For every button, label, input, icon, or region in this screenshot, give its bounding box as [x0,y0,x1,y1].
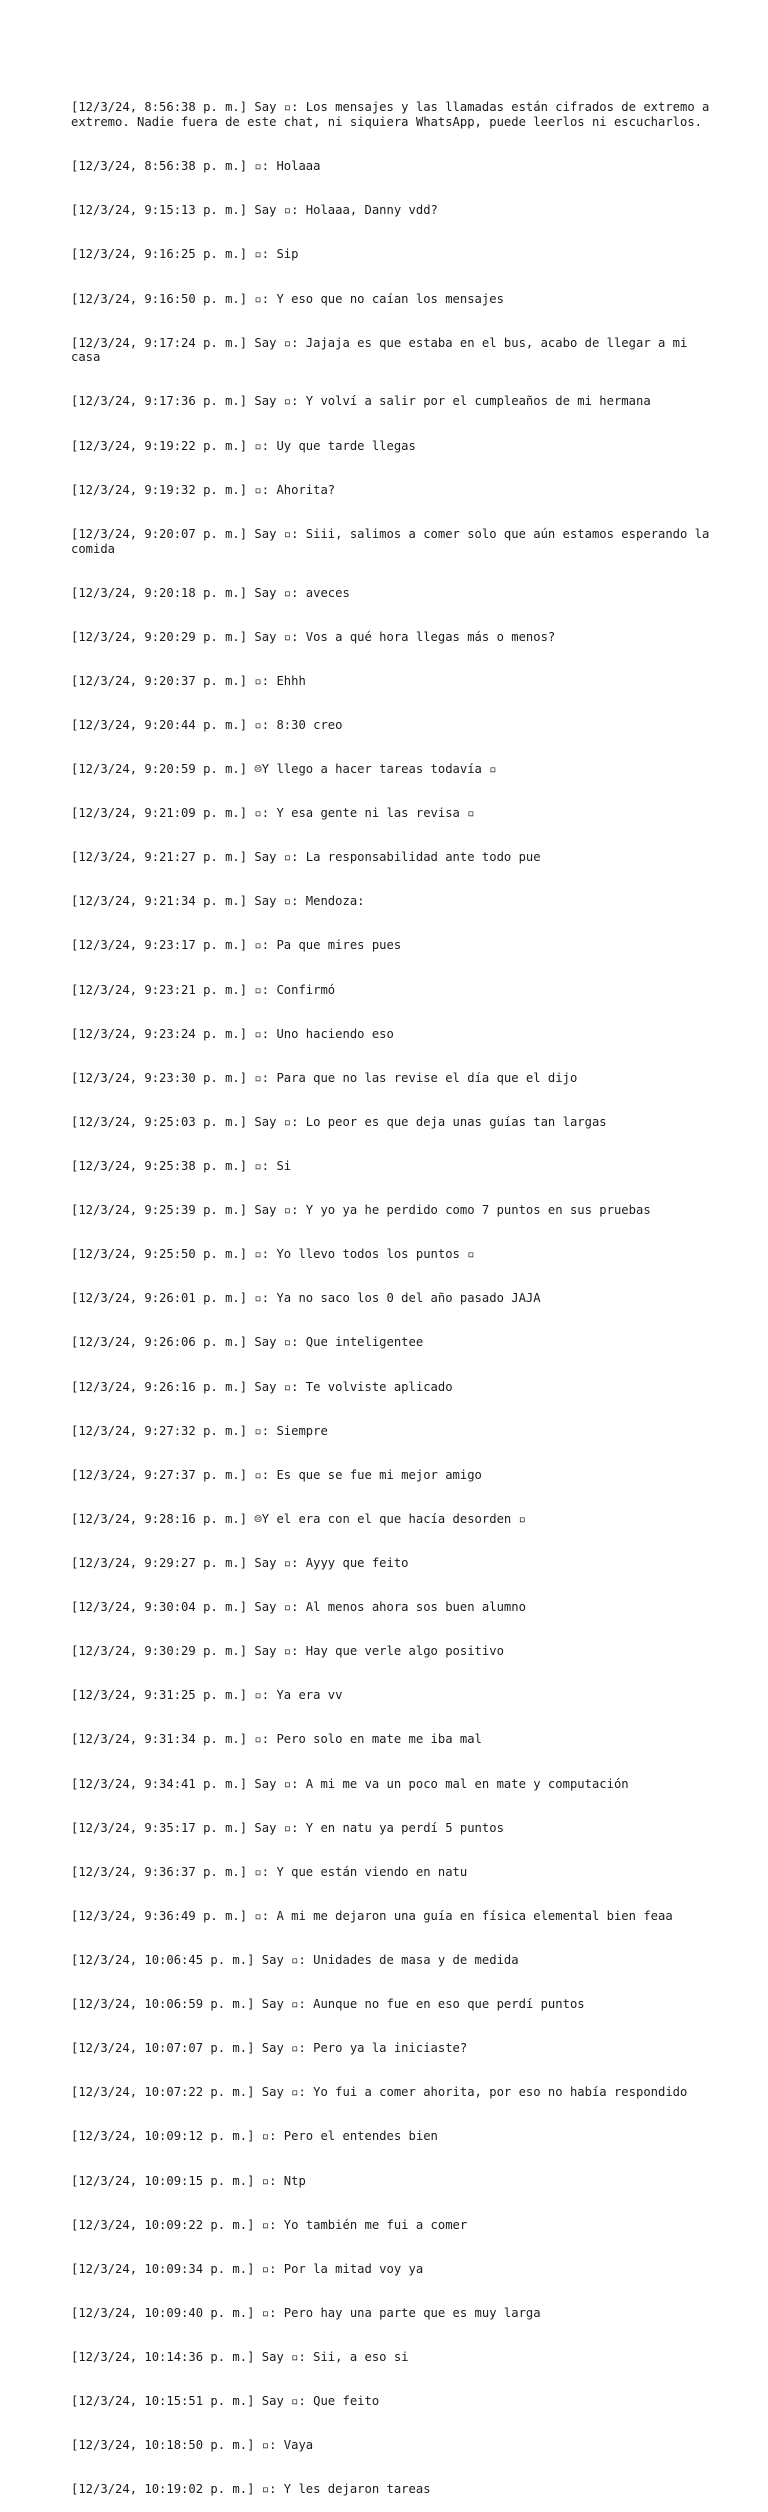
message-line: [12/3/24, 9:26:01 p. m.] ▫: Ya no saco los 0 del año pasado JAJA [71,1291,541,1306]
message-line: [12/3/24, 9:25:39 p. m.] Say ▫: Y yo ya he perdido como 7 puntos en sus pruebas [71,1203,651,1218]
message-line: [12/3/24, 9:25:38 p. m.] ▫: Si [71,1159,292,1174]
message-line: [12/3/24, 9:21:09 p. m.] ▫: Y esa gente ni las revisa ▫ [71,806,475,821]
message-line: [12/3/24, 9:30:29 p. m.] Say ▫: Hay que verle algo positivo [71,1644,504,1659]
message-line: [12/3/24, 10:18:50 p. m.] ▫: Vaya [71,2438,314,2453]
message-line: [12/3/24, 9:36:49 p. m.] ▫: A mi me dejaron una guía en física elemental bien feaa [71,1908,673,1923]
message-line: [12/3/24, 9:35:17 p. m.] Say ▫: Y en natu ya perdí 5 puntos [71,1820,504,1835]
message-line: [12/3/24, 9:36:37 p. m.] ▫: Y que están viendo en natu [71,1864,468,1879]
message-line: [12/3/24, 8:56:38 p. m.] Say ▫: Los mensajes y las llamadas están cifrados de extremo a extremo. Nadie fuera de este chat, ni siquiera WhatsApp, puede leerlos ni escucharlos. [71,100,717,130]
message-line: [12/3/24, 9:20:18 p. m.] Say ▫: aveces [71,585,350,600]
message-line: [12/3/24, 9:20:59 p. m.] ☹Y llego a hacer tareas todavía ▫ [71,762,497,777]
message-line: [12/3/24, 9:30:04 p. m.] Say ▫: Al menos ahora sos buen alumno [71,1600,526,1615]
message-line: [12/3/24, 10:09:12 p. m.] ▫: Pero el entendes bien [71,2129,438,2144]
message-line: [12/3/24, 9:25:50 p. m.] ▫: Yo llevo todos los puntos ▫ [71,1247,475,1262]
message-line: [12/3/24, 9:19:32 p. m.] ▫: Ahorita? [71,482,336,497]
message-line: [12/3/24, 9:21:27 p. m.] Say ▫: La responsabilidad ante todo pue [71,850,541,865]
message-line: [12/3/24, 9:29:27 p. m.] Say ▫: Ayyy que feito [71,1556,409,1571]
message-line: [12/3/24, 10:06:45 p. m.] Say ▫: Unidades de masa y de medida [71,1953,519,1967]
message-line: [12/3/24, 10:19:02 p. m.] ▫: Y les dejaron tareas [71,2482,431,2497]
message-line: [12/3/24, 9:20:29 p. m.] Say ▫: Vos a qué hora llegas más o menos? [71,629,556,644]
message-line: [12/3/24, 9:16:25 p. m.] ▫: Sip [71,247,299,262]
message-line: [12/3/24, 9:15:13 p. m.] Say ▫: Holaaa, Danny vdd? [71,203,438,218]
message-line: [12/3/24, 9:20:07 p. m.] Say ▫: Siii, salimos a comer solo que aún estamos esperando la comida [71,526,717,556]
message-line: [12/3/24, 9:34:41 p. m.] Say ▫: A mi me va un poco mal en mate y computación [71,1776,629,1791]
message-line: [12/3/24, 10:09:34 p. m.] ▫: Por la mitad voy ya [71,2261,424,2276]
message-line: [12/3/24, 10:07:07 p. m.] Say ▫: Pero ya la iniciaste? [71,2041,468,2056]
message-line: [12/3/24, 9:26:16 p. m.] Say ▫: Te volviste aplicado [71,1379,453,1394]
message-line: [12/3/24, 10:06:59 p. m.] Say ▫: Aunque no fue en eso que perdí puntos [71,1997,585,2012]
message-line: [12/3/24, 10:09:15 p. m.] ▫: Ntp [71,2173,306,2188]
message-line: [12/3/24, 10:07:22 p. m.] Say ▫: Yo fui a comer ahorita, por eso no había respondido [71,2085,688,2100]
chat-transcript [71,71,717,2512]
message-line: [12/3/24, 9:19:22 p. m.] ▫: Uy que tarde llegas [71,438,416,453]
message-line: [12/3/24, 9:20:37 p. m.] ▫: Ehhh [71,673,306,688]
message-line: [12/3/24, 9:28:16 p. m.] ☹Y el era con el que hacía desorden ▫ [71,1511,526,1526]
message-line: [12/3/24, 9:25:03 p. m.] Say ▫: Lo peor es que deja unas guías tan largas [71,1114,607,1129]
message-line: [12/3/24, 9:16:50 p. m.] ▫: Y eso que no caían los mensajes [71,291,504,306]
message-line: [12/3/24, 9:23:17 p. m.] ▫: Pa que mires pues [71,938,402,953]
message-line: [12/3/24, 9:31:25 p. m.] ▫: Ya era vv [71,1688,343,1703]
message-line: [12/3/24, 10:14:36 p. m.] Say ▫: Sii, a eso si [71,2349,409,2364]
message-line: [12/3/24, 9:23:24 p. m.] ▫: Uno haciendo eso [71,1026,394,1041]
message-line: [12/3/24, 9:21:34 p. m.] Say ▫: Mendoza: [71,894,365,909]
message-line: [12/3/24, 9:17:36 p. m.] Say ▫: Y volví a salir por el cumpleaños de mi hermana [71,394,651,409]
message-line: [12/3/24, 10:09:40 p. m.] ▫: Pero hay una parte que es muy larga [71,2305,541,2320]
message-line: [12/3/24, 9:23:21 p. m.] ▫: Confirmó [71,982,336,997]
message-line: [12/3/24, 9:31:34 p. m.] ▫: Pero solo en mate me iba mal [71,1732,482,1747]
message-line: [12/3/24, 9:23:30 p. m.] ▫: Para que no las revise el día que el dijo [71,1070,578,1085]
message-line: [12/3/24, 9:27:32 p. m.] ▫: Siempre [71,1423,328,1438]
message-line: [12/3/24, 9:26:06 p. m.] Say ▫: Que inteligentee [71,1335,424,1350]
message-line: [12/3/24, 8:56:38 p. m.] ▫: Holaaa [71,159,321,174]
message-line: [12/3/24, 9:20:44 p. m.] ▫: 8:30 creo [71,717,343,732]
message-line: [12/3/24, 9:27:37 p. m.] ▫: Es que se fue mi mejor amigo [71,1467,482,1482]
message-line: [12/3/24, 10:09:22 p. m.] ▫: Yo también me fui a comer [71,2217,468,2232]
message-line: [12/3/24, 10:15:51 p. m.] Say ▫: Que feito [71,2394,380,2409]
message-line: [12/3/24, 9:17:24 p. m.] Say ▫: Jajaja es que estaba en el bus, acabo de llegar a mi casa [71,335,695,365]
